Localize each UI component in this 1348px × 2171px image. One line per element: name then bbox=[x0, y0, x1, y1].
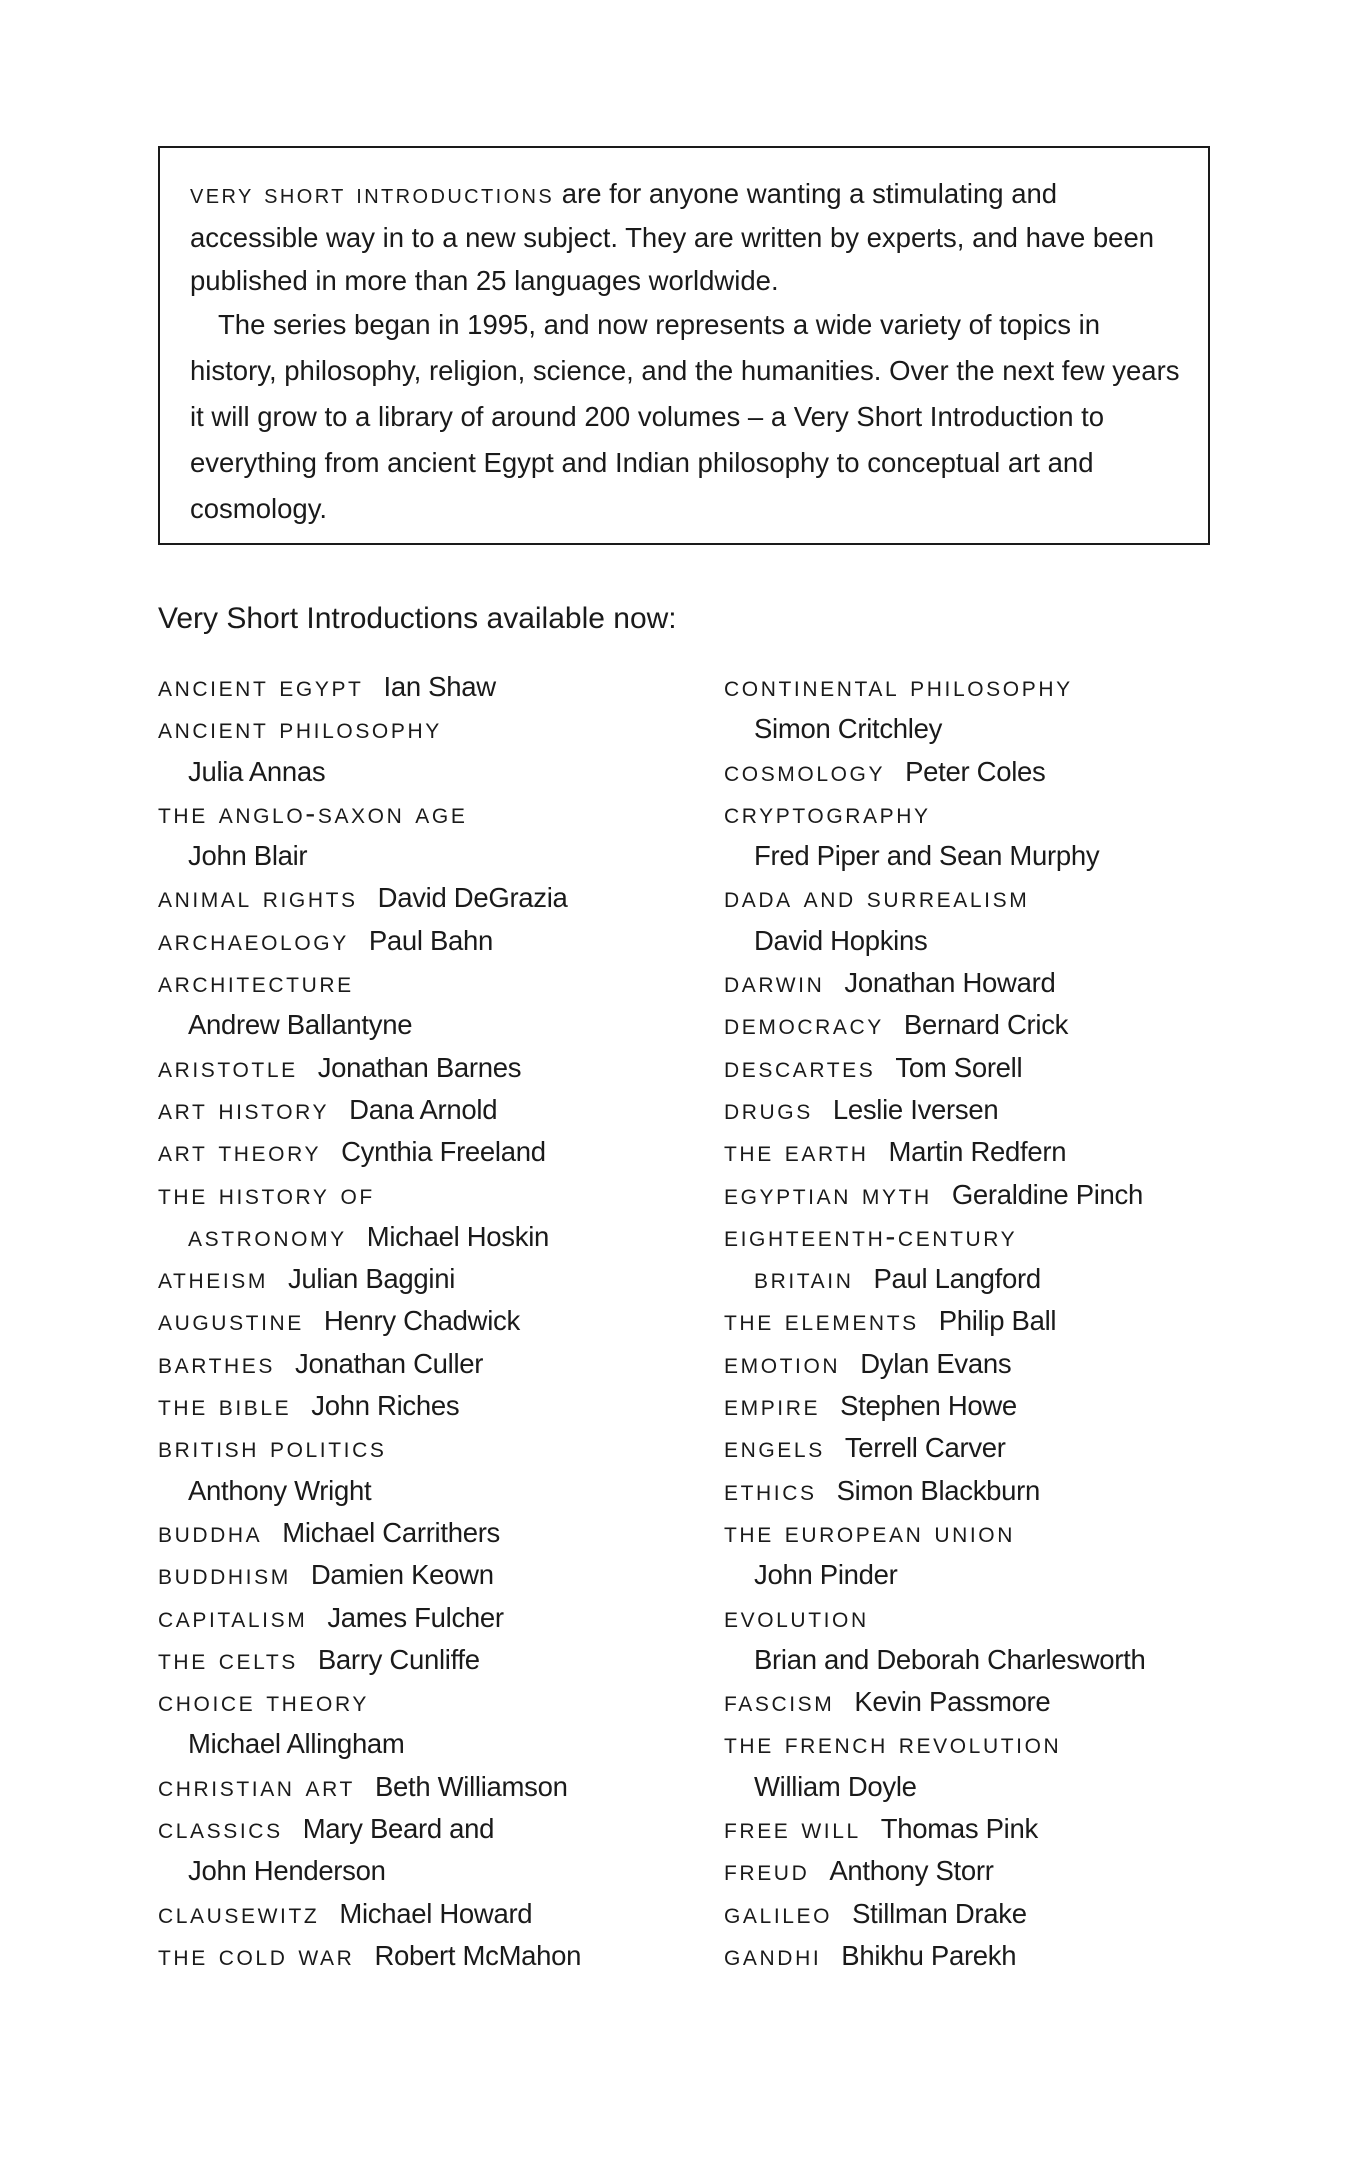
book-author: Peter Coles bbox=[905, 755, 1046, 787]
list-item bbox=[158, 1850, 718, 1892]
book-title: gandhi bbox=[724, 1938, 822, 1972]
list-item bbox=[158, 835, 718, 877]
book-author: Barry Cunliffe bbox=[317, 1643, 480, 1675]
book-author: Brian and Deborah Charlesworth bbox=[754, 1643, 1146, 1675]
book-title: fascism bbox=[724, 1685, 835, 1719]
book-title: astronomy bbox=[188, 1219, 347, 1253]
list-item bbox=[724, 1935, 1344, 1977]
book-author: James Fulcher bbox=[327, 1601, 504, 1633]
list-item bbox=[724, 1385, 1344, 1427]
intro-paragraph-1 bbox=[190, 172, 1180, 302]
book-author: Damien Keown bbox=[310, 1559, 494, 1591]
book-author: Julia Annas bbox=[188, 755, 326, 787]
book-title: emotion bbox=[724, 1346, 841, 1380]
list-item bbox=[724, 1554, 1344, 1596]
book-author: Simon Critchley bbox=[754, 713, 943, 745]
book-author: Dylan Evans bbox=[860, 1347, 1012, 1379]
book-title: the earth bbox=[724, 1135, 869, 1169]
book-author: Michael Allingham bbox=[188, 1728, 405, 1760]
book-title: free will bbox=[724, 1812, 861, 1846]
book-author: Jonathan Barnes bbox=[317, 1051, 522, 1083]
book-title: atheism bbox=[158, 1262, 268, 1296]
list-item bbox=[724, 793, 1344, 835]
list-item bbox=[158, 1766, 718, 1808]
book-author: Michael Howard bbox=[339, 1897, 533, 1929]
book-title: eighteenth-century bbox=[724, 1219, 1018, 1253]
list-item bbox=[724, 666, 1344, 708]
book-title: archaeology bbox=[158, 923, 349, 957]
book-title: the anglo-saxon age bbox=[158, 796, 468, 830]
book-title: capitalism bbox=[158, 1600, 308, 1634]
intro-paragraph-2: The series began in 1995, and now represents a wide variety of topics in history, philosophy, religion, science, and the humanities. Over the next few years it will grow to a library of around 200 volumes – a Very Short Introduction to everything from ancient Egypt and Indian philosophy to conceptual art and cosmology. bbox=[190, 309, 1180, 524]
book-title: the cold war bbox=[158, 1938, 355, 1972]
list-item bbox=[158, 1893, 718, 1935]
list-item bbox=[158, 1216, 718, 1258]
book-author: Bernard Crick bbox=[903, 1009, 1069, 1041]
book-title: descartes bbox=[724, 1050, 876, 1084]
book-title: art history bbox=[158, 1092, 330, 1126]
book-author: Jonathan Culler bbox=[295, 1347, 484, 1379]
book-author: Jonathan Howard bbox=[844, 967, 1056, 999]
book-author: John Henderson bbox=[188, 1855, 386, 1887]
list-item bbox=[724, 1258, 1344, 1300]
book-author: Paul Langford bbox=[873, 1263, 1041, 1295]
book-author: John Riches bbox=[311, 1390, 460, 1422]
list-item bbox=[158, 708, 718, 750]
book-title: drugs bbox=[724, 1092, 813, 1126]
book-title: the bible bbox=[158, 1389, 292, 1423]
list-item bbox=[158, 1089, 718, 1131]
book-title: ancient philosophy bbox=[158, 712, 442, 746]
list-item bbox=[158, 1131, 718, 1173]
book-title: ethics bbox=[724, 1473, 817, 1507]
book-title: animal rights bbox=[158, 881, 358, 915]
book-title: democracy bbox=[724, 1008, 884, 1042]
book-author: Michael Hoskin bbox=[366, 1220, 550, 1252]
list-item bbox=[724, 1427, 1344, 1469]
list-item bbox=[724, 962, 1344, 1004]
list-item bbox=[724, 1343, 1344, 1385]
series-name: very short introductions bbox=[190, 178, 555, 210]
book-author: Anthony Wright bbox=[188, 1474, 372, 1506]
book-author: Leslie Iversen bbox=[832, 1093, 999, 1125]
book-title: britain bbox=[754, 1262, 854, 1296]
list-item bbox=[158, 1300, 718, 1342]
book-title: evolution bbox=[724, 1600, 869, 1634]
list-item bbox=[158, 1512, 718, 1554]
list-item bbox=[724, 877, 1344, 919]
list-item bbox=[724, 920, 1344, 962]
book-title: freud bbox=[724, 1854, 810, 1888]
list-item bbox=[724, 1004, 1344, 1046]
list-item bbox=[724, 1131, 1344, 1173]
book-author: Thomas Pink bbox=[880, 1813, 1038, 1845]
book-title: galileo bbox=[724, 1896, 833, 1930]
book-title: classics bbox=[158, 1812, 283, 1846]
list-item bbox=[158, 1935, 718, 1977]
book-title: choice theory bbox=[158, 1685, 369, 1719]
list-item bbox=[724, 1850, 1344, 1892]
book-title: egyptian myth bbox=[724, 1177, 932, 1211]
book-author: Simon Blackburn bbox=[836, 1474, 1040, 1506]
book-title: cryptography bbox=[724, 796, 931, 830]
list-heading: Very Short Introductions available now: bbox=[158, 602, 677, 635]
book-author: Stillman Drake bbox=[852, 1897, 1027, 1929]
book-title: augustine bbox=[158, 1304, 304, 1338]
book-author: Mary Beard and bbox=[302, 1813, 495, 1845]
list-item bbox=[158, 1047, 718, 1089]
book-author: Cynthia Freeland bbox=[341, 1136, 546, 1168]
book-title: the celts bbox=[158, 1642, 298, 1676]
list-item bbox=[724, 1300, 1344, 1342]
book-author: Michael Carrithers bbox=[282, 1516, 500, 1548]
book-author: John Blair bbox=[188, 840, 308, 872]
list-item bbox=[724, 1047, 1344, 1089]
list-item bbox=[158, 1427, 718, 1469]
book-author: Kevin Passmore bbox=[854, 1686, 1051, 1718]
book-author: Andrew Ballantyne bbox=[188, 1009, 413, 1041]
list-item bbox=[724, 1597, 1344, 1639]
intro-paragraph-1-text: are for anyone wanting a stimulating and accessible way in to a new subject. They are written by experts, and have been published in more than 25 languages worldwide. bbox=[190, 178, 1155, 296]
book-title: the history of bbox=[158, 1177, 375, 1211]
book-author: David DeGrazia bbox=[377, 882, 568, 914]
list-item bbox=[724, 1766, 1344, 1808]
book-title: buddha bbox=[158, 1515, 263, 1549]
list-item bbox=[158, 1554, 718, 1596]
list-item bbox=[724, 1681, 1344, 1723]
list-item bbox=[158, 1174, 718, 1216]
list-item bbox=[724, 1512, 1344, 1554]
list-item bbox=[158, 1808, 718, 1850]
book-title: buddhism bbox=[158, 1558, 291, 1592]
book-title: architecture bbox=[158, 966, 354, 1000]
book-author: John Pinder bbox=[754, 1559, 898, 1591]
book-author: Anthony Storr bbox=[829, 1855, 994, 1887]
book-title: the french revolution bbox=[724, 1727, 1062, 1761]
book-author: Terrell Carver bbox=[844, 1432, 1006, 1464]
list-item bbox=[158, 962, 718, 1004]
book-author: Philip Ball bbox=[938, 1305, 1057, 1337]
list-item bbox=[158, 1385, 718, 1427]
book-title: british politics bbox=[158, 1431, 387, 1465]
list-item bbox=[158, 1597, 718, 1639]
list-item bbox=[158, 877, 718, 919]
book-author: Julian Baggini bbox=[287, 1263, 456, 1295]
book-title: the european union bbox=[724, 1515, 1015, 1549]
book-title: continental philosophy bbox=[724, 670, 1073, 703]
book-title: art theory bbox=[158, 1135, 322, 1169]
book-author: Bhikhu Parekh bbox=[841, 1939, 1017, 1971]
book-title: engels bbox=[724, 1431, 825, 1465]
list-item bbox=[158, 1343, 718, 1385]
list-item bbox=[724, 1808, 1344, 1850]
book-title: cosmology bbox=[724, 754, 886, 788]
book-title: darwin bbox=[724, 966, 825, 1000]
book-author: Beth Williamson bbox=[374, 1770, 568, 1802]
list-item bbox=[724, 1216, 1344, 1258]
list-item bbox=[158, 793, 718, 835]
book-title: dada and surrealism bbox=[724, 881, 1030, 915]
book-title: clausewitz bbox=[158, 1896, 320, 1930]
book-title: the elements bbox=[724, 1304, 919, 1338]
list-item bbox=[158, 1639, 718, 1681]
list-item bbox=[158, 1723, 718, 1765]
book-author: Dana Arnold bbox=[349, 1093, 498, 1125]
book-title: empire bbox=[724, 1389, 821, 1423]
list-item bbox=[724, 835, 1344, 877]
intro-box bbox=[158, 146, 1210, 545]
list-item bbox=[724, 1893, 1344, 1935]
book-author: Robert McMahon bbox=[374, 1939, 582, 1971]
list-item bbox=[158, 751, 718, 793]
book-title: ancient egypt bbox=[158, 670, 364, 703]
book-author: William Doyle bbox=[754, 1770, 917, 1802]
list-item bbox=[158, 666, 718, 708]
book-title: aristotle bbox=[158, 1050, 298, 1084]
list-item bbox=[158, 920, 718, 962]
list-item bbox=[724, 751, 1344, 793]
right-column bbox=[724, 666, 1344, 1977]
book-title: barthes bbox=[158, 1346, 276, 1380]
list-item bbox=[158, 1258, 718, 1300]
book-author: David Hopkins bbox=[754, 924, 928, 956]
left-column bbox=[158, 666, 718, 1977]
book-author: Stephen Howe bbox=[840, 1390, 1017, 1422]
book-author: Fred Piper and Sean Murphy bbox=[754, 840, 1100, 872]
list-item bbox=[724, 1723, 1344, 1765]
book-author: Ian Shaw bbox=[383, 671, 496, 702]
list-item bbox=[724, 1174, 1344, 1216]
list-item bbox=[158, 1004, 718, 1046]
list-item bbox=[724, 1089, 1344, 1131]
book-author: Tom Sorell bbox=[895, 1051, 1023, 1083]
book-title: christian art bbox=[158, 1769, 355, 1803]
list-item bbox=[158, 1470, 718, 1512]
book-author: Martin Redfern bbox=[888, 1136, 1067, 1168]
book-author: Paul Bahn bbox=[368, 924, 494, 956]
list-item bbox=[724, 708, 1344, 750]
book-author: Henry Chadwick bbox=[323, 1305, 520, 1337]
list-item bbox=[724, 1470, 1344, 1512]
list-item bbox=[158, 1681, 718, 1723]
list-item bbox=[724, 1639, 1344, 1681]
book-author: Geraldine Pinch bbox=[951, 1178, 1143, 1210]
